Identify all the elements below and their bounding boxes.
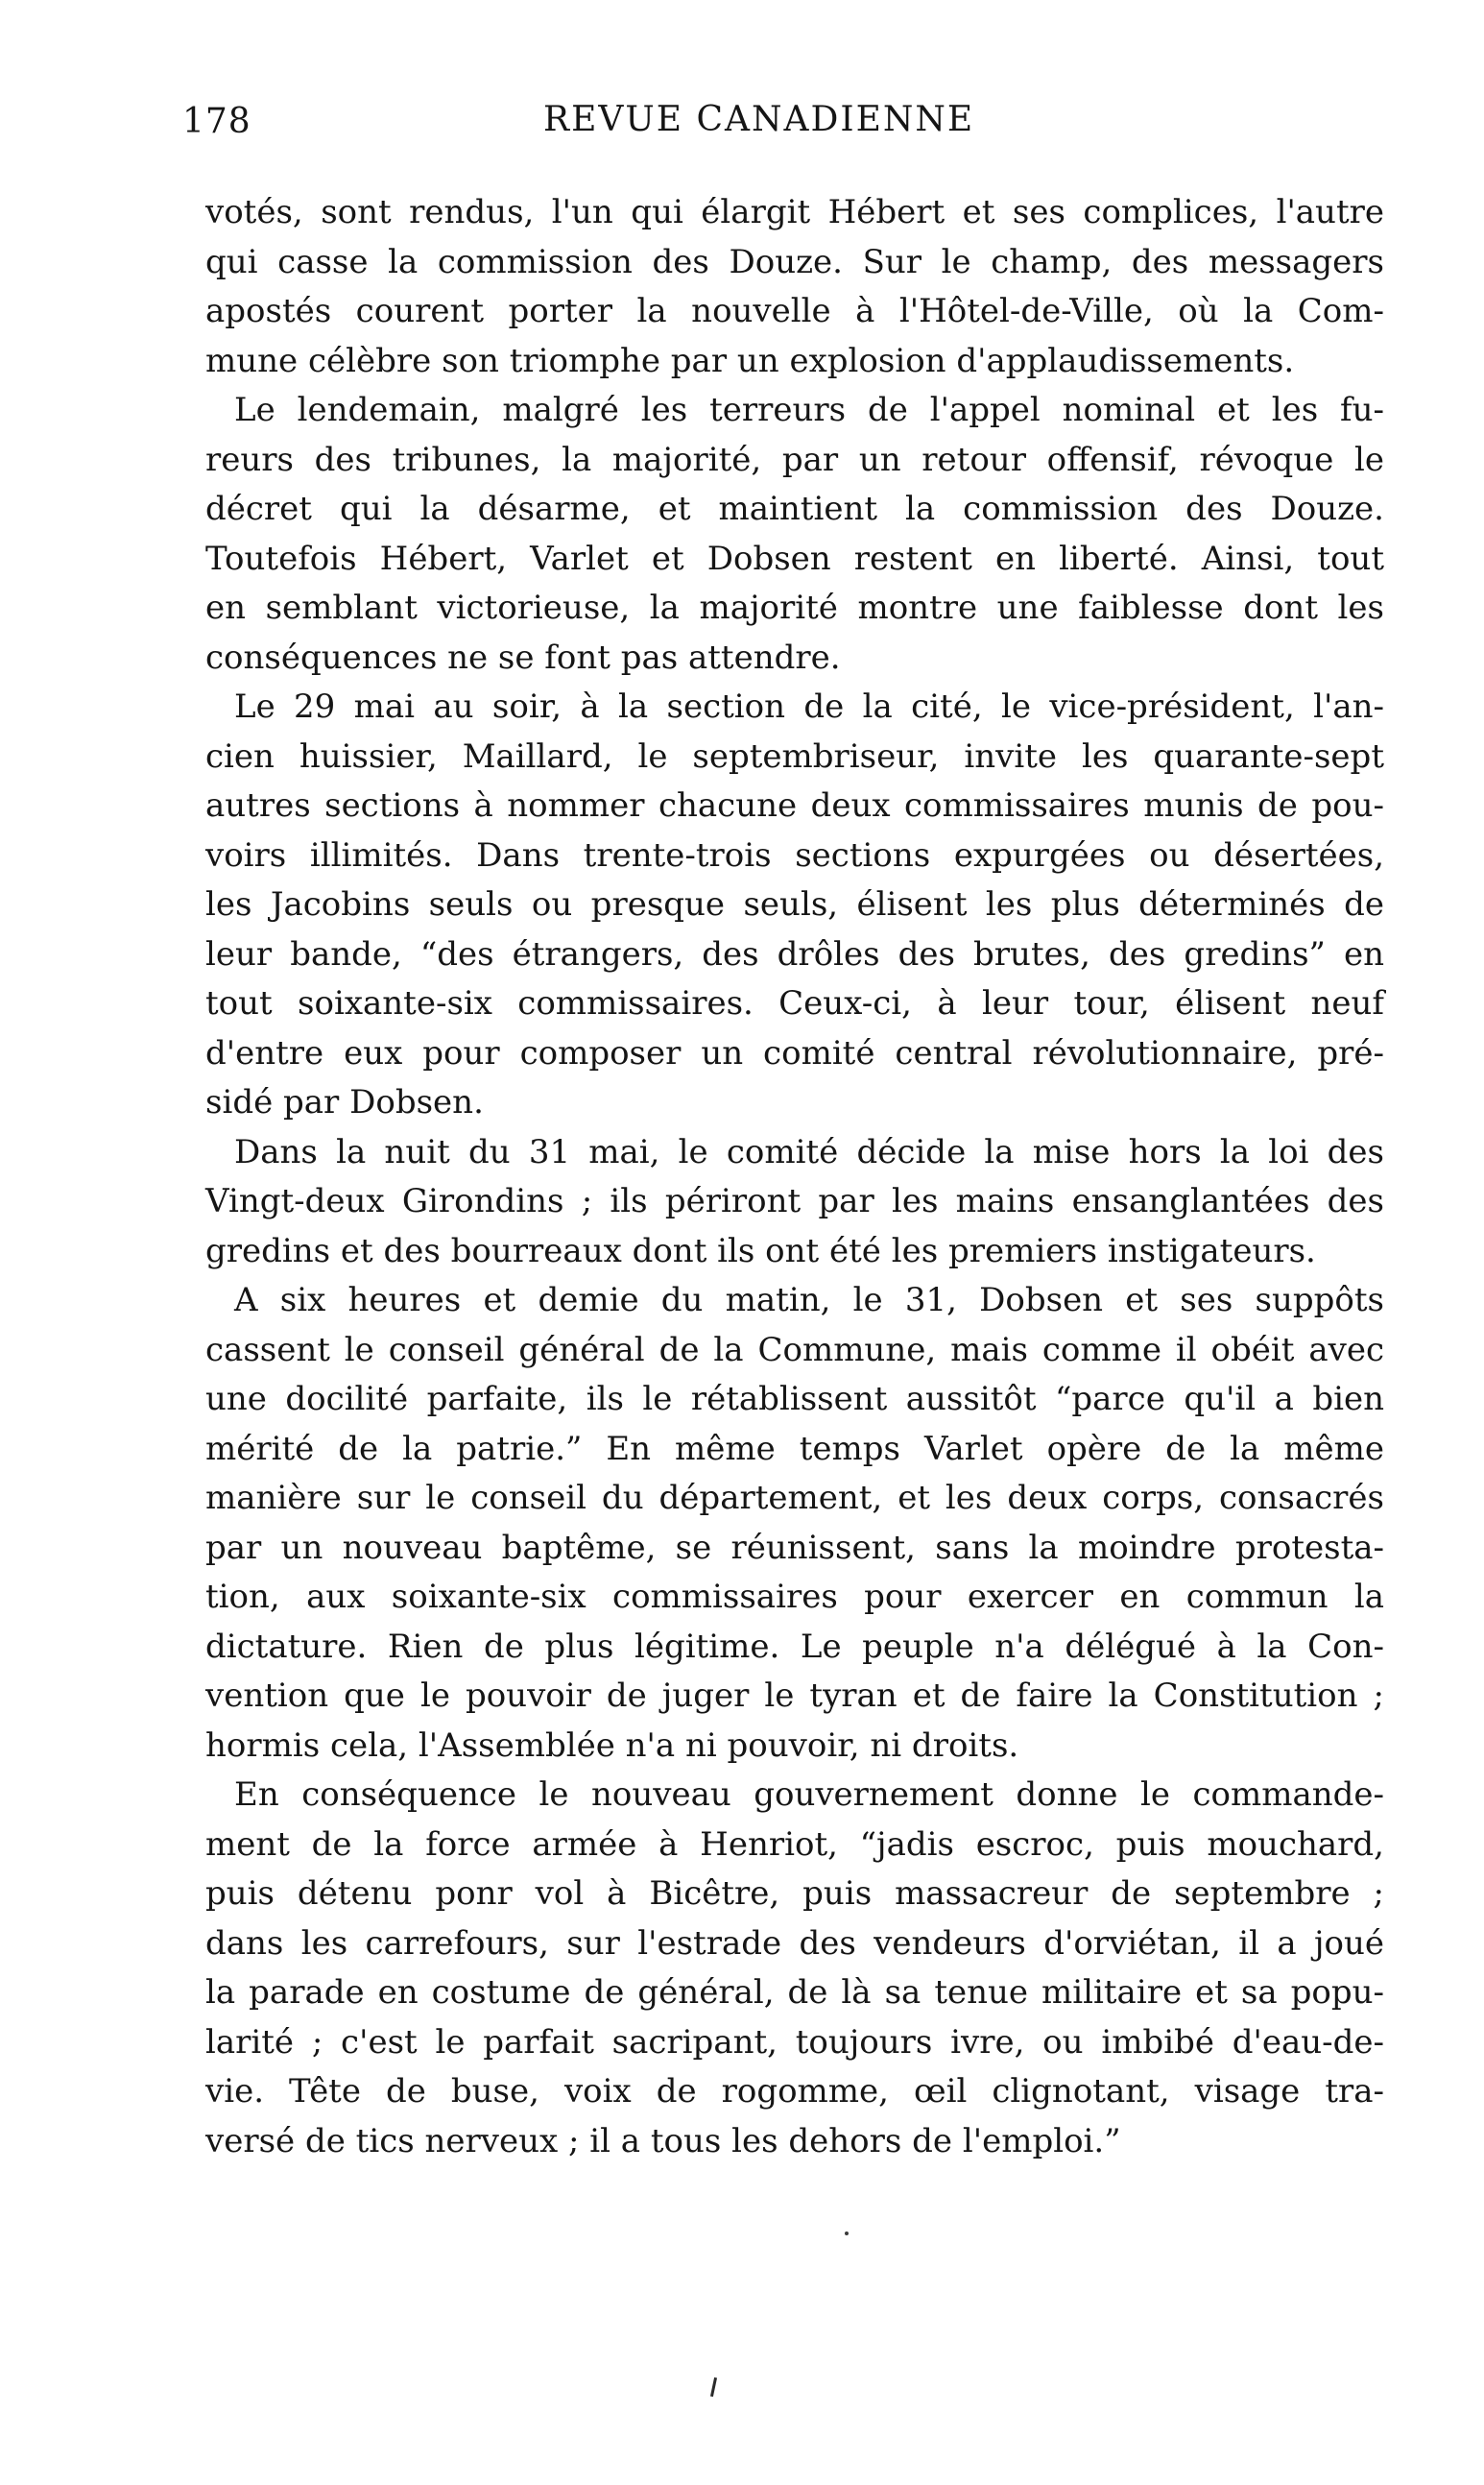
text-line: Toutefois Hébert, Varlet et Dobsen restent en liberté. Ainsi, tout	[205, 539, 1384, 578]
text-line: vie. Tête de buse, voix de rogomme, œil clignotant, visage tra-	[205, 2072, 1384, 2111]
text-line: mune célèbre son triomphe par un explosion d'applaudissements.	[205, 341, 1295, 380]
text-line: voirs illimités. Dans trente-trois sections expurgées ou désertées,	[205, 835, 1384, 875]
text-line: qui casse la commission des Douze. Sur le champ, des messagers	[205, 242, 1384, 281]
text-line: reurs des tribunes, la majorité, par un retour offensif, révoque le	[205, 440, 1384, 479]
paragraph	[205, 1276, 1384, 1771]
text-line: A six heures et demie du matin, le 31, Dobsen et ses suppôts	[234, 1281, 1384, 1319]
text-line: gredins et des bourreaux dont ils ont été les premiers instigateurs.	[205, 1231, 1316, 1270]
paragraph	[205, 188, 1384, 386]
text-line: votés, sont rendus, l'un qui élargit Hébert et ses complices, l'autre	[205, 193, 1384, 231]
text-line: Le lendemain, malgré les terreurs de l'appel nominal et les fu-	[234, 391, 1384, 429]
text-line: versé de tics nerveux ; il a tous les dehors de l'emploi.”	[205, 2121, 1121, 2160]
text-line: leur bande, “des étrangers, des drôles des brutes, des gredins” en	[205, 934, 1384, 974]
text-line: conséquences ne se font pas attendre.	[205, 638, 841, 677]
text-line: d'entre eux pour composer un comité central révolutionnaire, pré-	[205, 1033, 1384, 1073]
text-line: Dans la nuit du 31 mai, le comité décide la mise hors la loi des	[234, 1132, 1384, 1171]
text-line: dictature. Rien de plus légitime. Le peuple n'a délégué à la Con-	[205, 1627, 1384, 1666]
text-line: cassent le conseil général de la Commune, mais comme il obéit avec	[205, 1330, 1384, 1369]
text-line: manière sur le conseil du département, et les deux corps, consacrés	[205, 1479, 1384, 1517]
text-line: tout soixante-six commissaires. Ceux-ci, à leur tour, élisent neuf	[205, 984, 1384, 1023]
body-text	[205, 188, 1384, 2166]
scan-mark	[710, 2377, 717, 2397]
text-line: apostés courent porter la nouvelle à l'Hôtel-de-Ville, où la Com-	[205, 292, 1384, 330]
text-line: autres sections à nommer chacune deux commissaires munis de pou-	[205, 786, 1384, 825]
text-line: Le 29 mai au soir, à la section de la cité, le vice-président, l'an-	[234, 688, 1384, 726]
paragraph	[205, 386, 1384, 683]
text-line: puis détenu ponr vol à Bicêtre, puis massacreur de septembre ;	[205, 1874, 1384, 1913]
text-line: les Jacobins seuls ou presque seuls, élisent les plus déterminés de	[205, 885, 1384, 924]
text-line: hormis cela, l'Assemblée n'a ni pouvoir, ni droits.	[205, 1725, 1019, 1765]
page-number: 178	[182, 102, 251, 141]
text-line: sidé par Dobsen.	[205, 1083, 484, 1122]
scan-speck	[845, 2232, 849, 2235]
paragraph	[205, 1771, 1384, 2166]
text-line: mérité de la patrie.” En même temps Varlet opère de la même	[205, 1429, 1384, 1468]
text-line: décret qui la désarme, et maintient la commission des Douze.	[205, 490, 1384, 528]
text-line: la parade en costume de général, de là sa tenue militaire et sa popu-	[205, 1973, 1384, 2012]
text-line: une docilité parfaite, ils le rétablissent aussitôt “parce qu'il a bien	[205, 1380, 1384, 1418]
text-line: par un nouveau baptême, se réunissent, sans la moindre protesta-	[205, 1528, 1384, 1567]
text-line: ment de la force armée à Henriot, “jadis escroc, puis mouchard,	[205, 1824, 1384, 1864]
text-line: en semblant victorieuse, la majorité montre une faiblesse dont les	[205, 589, 1384, 627]
running-title: REVUE CANADIENNE	[543, 100, 975, 139]
text-line: cien huissier, Maillard, le septembriseur, invite les quarante-sept	[205, 736, 1384, 776]
text-line: larité ; c'est le parfait sacripant, toujours ivre, ou imbibé d'eau-de-	[205, 2022, 1384, 2062]
text-line: vention que le pouvoir de juger le tyran et de faire la Constitution ;	[205, 1677, 1384, 1715]
paragraph	[205, 1128, 1384, 1277]
text-line: Vingt-deux Girondins ; ils périront par les mains ensanglantées des	[205, 1182, 1384, 1220]
paragraph	[205, 683, 1384, 1128]
text-line: En conséquence le nouveau gouvernement donne le commande-	[234, 1775, 1384, 1814]
text-line: dans les carrefours, sur l'estrade des vendeurs d'orviétan, il a joué	[205, 1923, 1384, 1963]
text-line: tion, aux soixante-six commissaires pour exercer en commun la	[205, 1578, 1384, 1616]
